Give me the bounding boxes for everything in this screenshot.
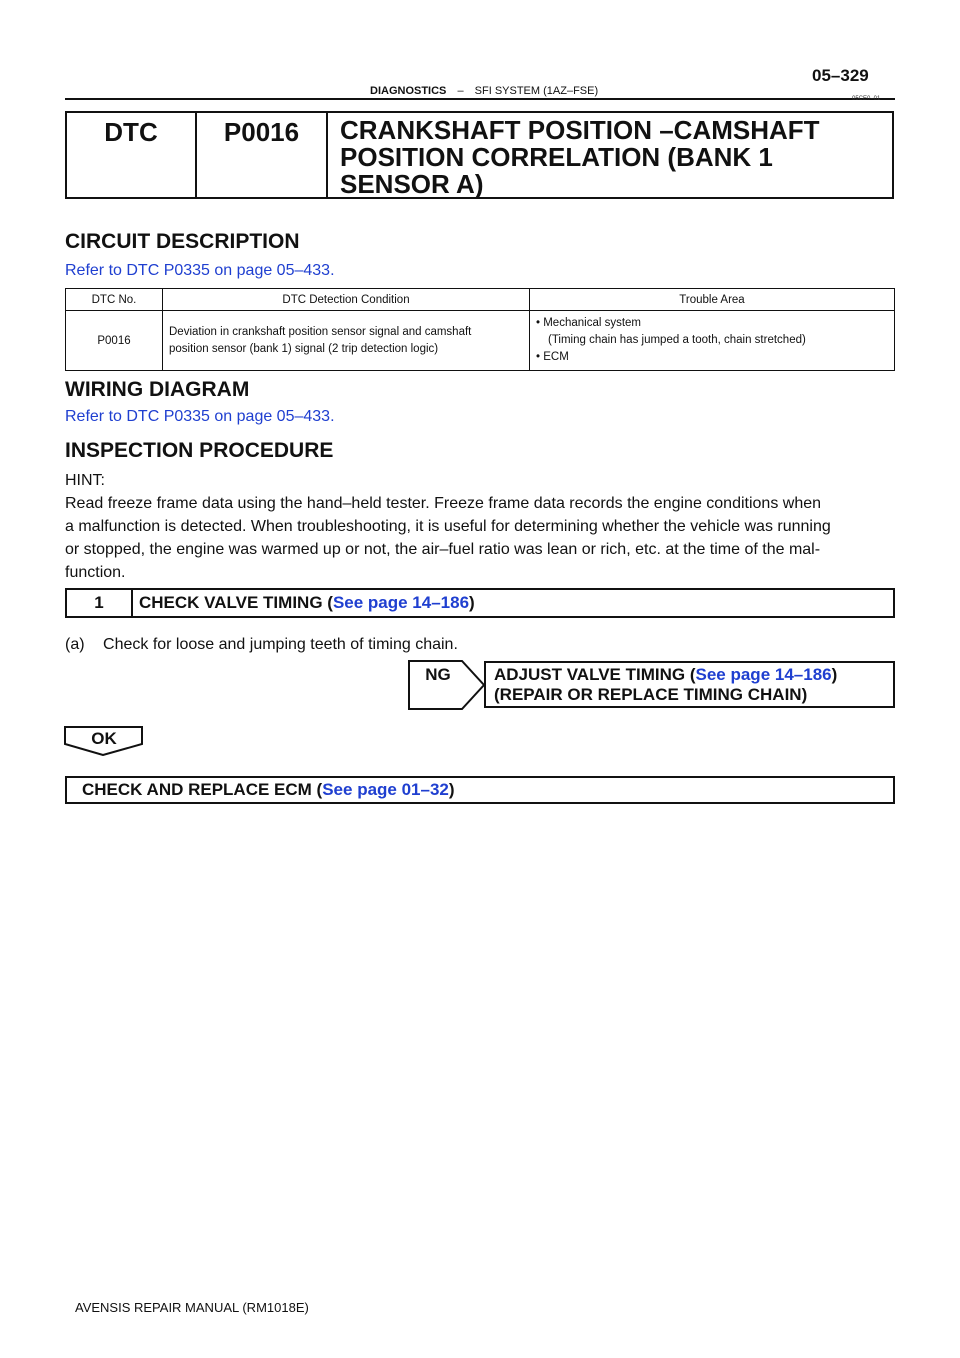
table-header-condition: DTC Detection Condition	[163, 289, 530, 311]
table-cell-trouble-area	[530, 311, 895, 371]
table-row	[66, 311, 895, 371]
ok-label: OK	[91, 729, 117, 748]
dtc-table	[65, 288, 895, 371]
trouble-area-line: • Mechanical system	[536, 317, 642, 329]
table-header-row	[66, 289, 895, 311]
hint-line: Read freeze frame data using the hand–held tester. Freeze frame data records the engine conditions when	[65, 495, 822, 512]
circuit-description-ref-link[interactable]: Refer to DTC P0335 on page 05–433.	[65, 262, 335, 279]
step-title	[139, 590, 475, 616]
instruction-a	[65, 633, 458, 656]
section-header-bold: DIAGNOSTICS	[370, 85, 447, 97]
hint-line: a malfunction is detected. When troubleshooting, it is useful for determining whether the vehicle was running	[65, 518, 831, 535]
step-number: 1	[67, 590, 133, 616]
step-title-link[interactable]: See page 14–186	[332, 593, 470, 612]
doc-code: 05CE0–01	[852, 96, 881, 102]
dtc-title-box	[65, 111, 894, 199]
instruction-label: (a)	[65, 636, 85, 653]
hint-line: function.	[65, 564, 126, 581]
table-cell-condition	[163, 311, 530, 371]
header-rule	[65, 98, 895, 100]
hint-label: HINT:	[65, 472, 105, 489]
ng-label: NG	[425, 665, 451, 684]
trouble-area-line: • ECM	[536, 351, 569, 363]
ng-action-prefix: ADJUST VALVE TIMING (	[494, 665, 696, 684]
hint-line: or stopped, the engine was warmed up or not, the air–fuel ratio was lean or rich, etc. at the time of the mal-	[65, 541, 821, 558]
ok-action-link[interactable]: See page 01–32	[322, 780, 449, 799]
ng-action-line2: (REPAIR OR REPLACE TIMING CHAIN)	[494, 685, 808, 704]
condition-line: position sensor (bank 1) signal (2 trip detection logic)	[169, 342, 439, 355]
dtc-code: P0016	[197, 113, 328, 197]
table-header-trouble-area: Trouble Area	[530, 289, 895, 311]
wiring-diagram-ref-link[interactable]: Refer to DTC P0335 on page 05–433.	[65, 408, 335, 425]
condition-line: Deviation in crankshaft position sensor signal and camshaft	[169, 325, 472, 338]
ng-action-suffix: )	[831, 665, 838, 684]
inspection-procedure-heading: INSPECTION PROCEDURE	[65, 439, 334, 462]
hint-block	[65, 469, 895, 584]
section-header-rest: SFI SYSTEM (1AZ–FSE)	[474, 85, 599, 97]
page-number: 05–329	[812, 66, 869, 85]
wiring-diagram-heading: WIRING DIAGRAM	[65, 378, 250, 401]
step-title-prefix: CHECK VALVE TIMING (	[139, 593, 333, 612]
dtc-title: CRANKSHAFT POSITION –CAMSHAFT POSITION CORRELATION (BANK 1 SENSOR A)	[340, 115, 820, 199]
table-header-dtc-no: DTC No.	[66, 289, 163, 311]
ok-action-suffix: )	[448, 780, 455, 799]
footer-manual-title: AVENSIS REPAIR MANUAL (RM1018E)	[75, 1300, 309, 1315]
instruction-text: Check for loose and jumping teeth of timing chain.	[103, 636, 458, 653]
section-header	[370, 85, 598, 97]
dtc-label: DTC	[67, 113, 197, 197]
circuit-description-heading: CIRCUIT DESCRIPTION	[65, 230, 300, 253]
section-header-sep: –	[457, 85, 464, 97]
ok-action-prefix: CHECK AND REPLACE ECM (	[82, 780, 323, 799]
ng-action-link[interactable]: See page 14–186	[695, 665, 832, 684]
step-1-box	[65, 588, 895, 618]
ok-action-box	[65, 776, 895, 804]
table-cell-dtc-no: P0016	[66, 311, 163, 371]
ng-action-box	[484, 661, 895, 708]
ng-action-line1	[494, 665, 885, 685]
step-title-suffix: )	[469, 593, 475, 612]
trouble-area-line: (Timing chain has jumped a tooth, chain stretched)	[548, 334, 806, 346]
